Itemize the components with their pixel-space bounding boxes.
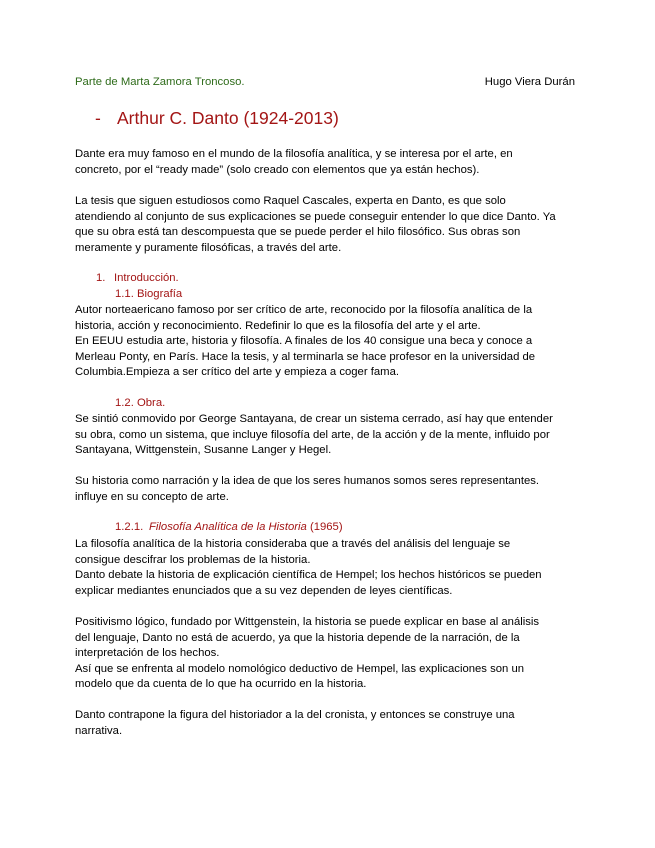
text-line: su obra, como un sistema, que incluye filosofía del arte, de la acción y de la mente, influido por	[75, 428, 550, 441]
text-line: Autor norteaericano famoso por ser crítico de arte, reconocido por la filosofía analítica de la	[75, 304, 533, 316]
title-dash: -	[95, 108, 101, 128]
title-text: Arthur C. Danto (1924-2013)	[117, 108, 339, 128]
text-line: Positivismo lógico, fundado por Wittgenstein, la historia se puede explicar en base al análisis	[75, 616, 540, 628]
text-line: modelo que da cuenta de lo que ha ocurrido en la historia.	[75, 678, 367, 691]
section-label: Introducción.	[114, 272, 179, 284]
intro-paragraph	[75, 147, 575, 178]
text-line: consigue descifrar los problemas de la historia.	[75, 553, 311, 566]
text-line: influye en su concepto de arte.	[75, 490, 229, 503]
book-title: Filosofía Analítica de la Historia	[149, 521, 307, 533]
book-year: (1965)	[306, 521, 343, 533]
text-line: del lenguaje, Danto no está de acuerdo, ya que la historia depende de la narración, de la	[75, 631, 520, 644]
text-line: que su obra está tan descompuesta que se puede perder el hilo filosófico. Sus obras son	[75, 226, 521, 239]
text-line: concreto, por el “ready made” (solo creado con elementos que ya están hechos).	[75, 163, 480, 176]
header-author-right: Hugo Viera Durán	[484, 76, 575, 88]
text-line: En EEUU estudia arte, historia y filosofía. A finales de los 40 consigue una beca y conoce a	[75, 335, 533, 348]
text-line: meramente y puramente filosóficas, a través del arte.	[75, 241, 342, 254]
text-line: Danto debate la historia de explicación científica de Hempel; los hechos históricos se pueden	[75, 569, 542, 582]
text-line: Columbia.Empieza a ser crítico del arte y empieza a coger fama.	[75, 366, 399, 379]
text-line: explicar mediantes enunciados que a su vez dependen de leyes científicas.	[75, 584, 453, 597]
text-line: Merleau Ponty, en París. Hace la tesis, y al terminarla se hace profesor en la universidad de	[75, 350, 536, 363]
text-line: historia, acción y reconocimiento. Redefinir lo que es la filosofía del arte y el arte.	[75, 319, 481, 332]
section-number: 1.	[96, 272, 106, 284]
section-number: 1.2.1.	[115, 521, 144, 533]
text-line: Su historia como narración y la idea de que los seres humanos somos seres representantes.	[75, 475, 540, 487]
header-author-left: Parte de Marta Zamora Troncoso.	[75, 76, 245, 88]
text-line: Danto contrapone la figura del historiador a la del cronista, y entonces se construye una	[75, 709, 515, 721]
text-line: Santayana, Wittgenstein, Susanne Langer y Hegel.	[75, 444, 332, 457]
text-line: Dante era muy famoso en el mundo de la filosofía analítica, y se interesa por el arte, en	[75, 148, 513, 160]
text-line: La tesis que siguen estudiosos como Raquel Cascales, experta en Danto, es que solo	[75, 195, 506, 207]
section-heading-filosofia-analitica	[115, 521, 343, 533]
historia-paragraph	[75, 474, 575, 505]
text-line: Se sintió conmovido por George Santayana, de crear un sistema cerrado, así hay que entender	[75, 413, 553, 425]
filosofia-paragraph	[75, 537, 575, 599]
section-heading-obra: 1.2. Obra.	[115, 397, 166, 409]
tesis-paragraph	[75, 194, 575, 256]
section-heading-biografia: 1.1. Biografía	[115, 288, 183, 300]
contrapone-paragraph	[75, 708, 575, 739]
obra-paragraph	[75, 412, 575, 459]
text-line: interpretación de los hechos.	[75, 647, 220, 660]
text-line: atendiendo al conjunto de sus explicaciones se puede conseguir entender lo que dice Danto. Ya	[75, 210, 556, 223]
positivismo-paragraph	[75, 615, 575, 693]
biografia-paragraph	[75, 303, 575, 381]
text-line: La filosofía analítica de la historia consideraba que a través del análisis del lenguaje se	[75, 538, 511, 550]
text-line: narrativa.	[75, 724, 123, 737]
text-line: Así que se enfrenta al modelo nomológico deductivo de Hempel, las explicaciones son un	[75, 662, 525, 675]
document-title	[95, 108, 339, 129]
section-heading-introduccion	[96, 272, 179, 284]
